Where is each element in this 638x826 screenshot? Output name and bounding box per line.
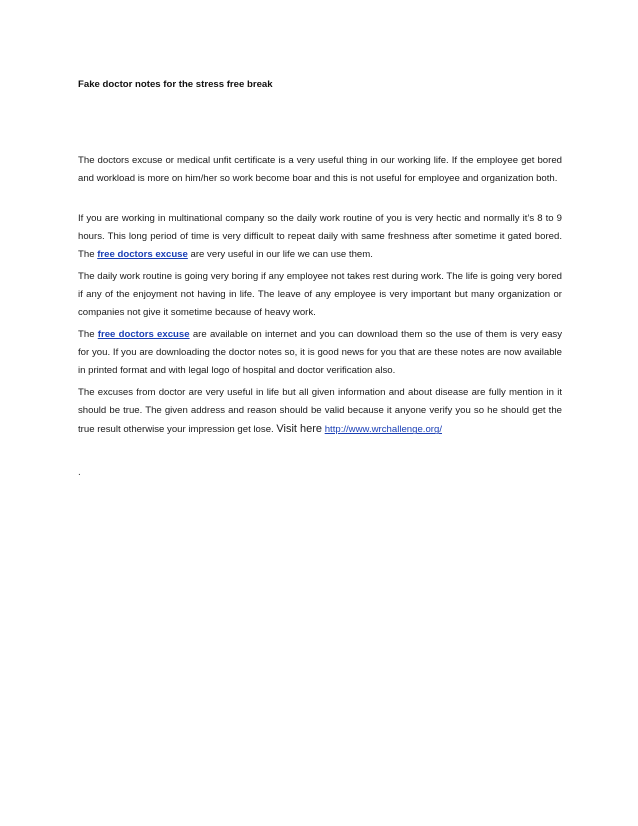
paragraph-5 xyxy=(78,384,562,440)
paragraph-4-text-before: The xyxy=(78,329,98,340)
paragraph-1: The doctors excuse or medical unfit certificate is a very useful thing in our working life. If the employee get bored and workload is more on him/her so work become boar and this is not useful for employee and organization both. xyxy=(78,155,562,185)
wrchallenge-url-link[interactable]: http://www.wrchallenge.org/ xyxy=(324,424,442,436)
visit-here-text: Visit here xyxy=(276,423,323,436)
document-title: Fake doctor notes for the stress free break xyxy=(78,79,273,90)
paragraph-2-text-before: If you are working in multinational company so the daily work routine of you is very hectic and normally it’s 8 to 9 hours. This long period of time is very difficult to repeat daily with same freshness after sometime it gated bored. The xyxy=(78,213,562,261)
free-doctors-excuse-link-2[interactable]: free doctors excuse xyxy=(97,329,190,340)
paragraph-4-text-after: are available on internet and you can download them so the use of them is very easy for you. If you are downloading the doctor notes so, it is good news for you that are these notes are now available in printed format and with legal logo of hospital and doctor verification also. xyxy=(78,329,563,377)
paragraph-4 xyxy=(78,326,562,381)
free-doctors-excuse-link-1[interactable]: free doctors excuse xyxy=(97,249,188,261)
paragraph-3: The daily work routine is going very boring if any employee not takes rest during work. The life is going very bored if any of the enjoyment not having in life. The leave of any employee is very important but many organization or companies not give it sometime because of heavy work. xyxy=(78,271,562,319)
paragraph-5-text: The excuses from doctor are very useful in life but all given information and about disease are fully mention in it should be true. The given address and reason should be valid because it anyone verify you so he should get the true result otherwise your impression get lose. xyxy=(78,387,562,436)
trailing-period: . xyxy=(78,467,81,478)
paragraph-2 xyxy=(78,210,562,265)
paragraph-2-text-after: are very useful in our life we can use them. xyxy=(187,249,373,261)
